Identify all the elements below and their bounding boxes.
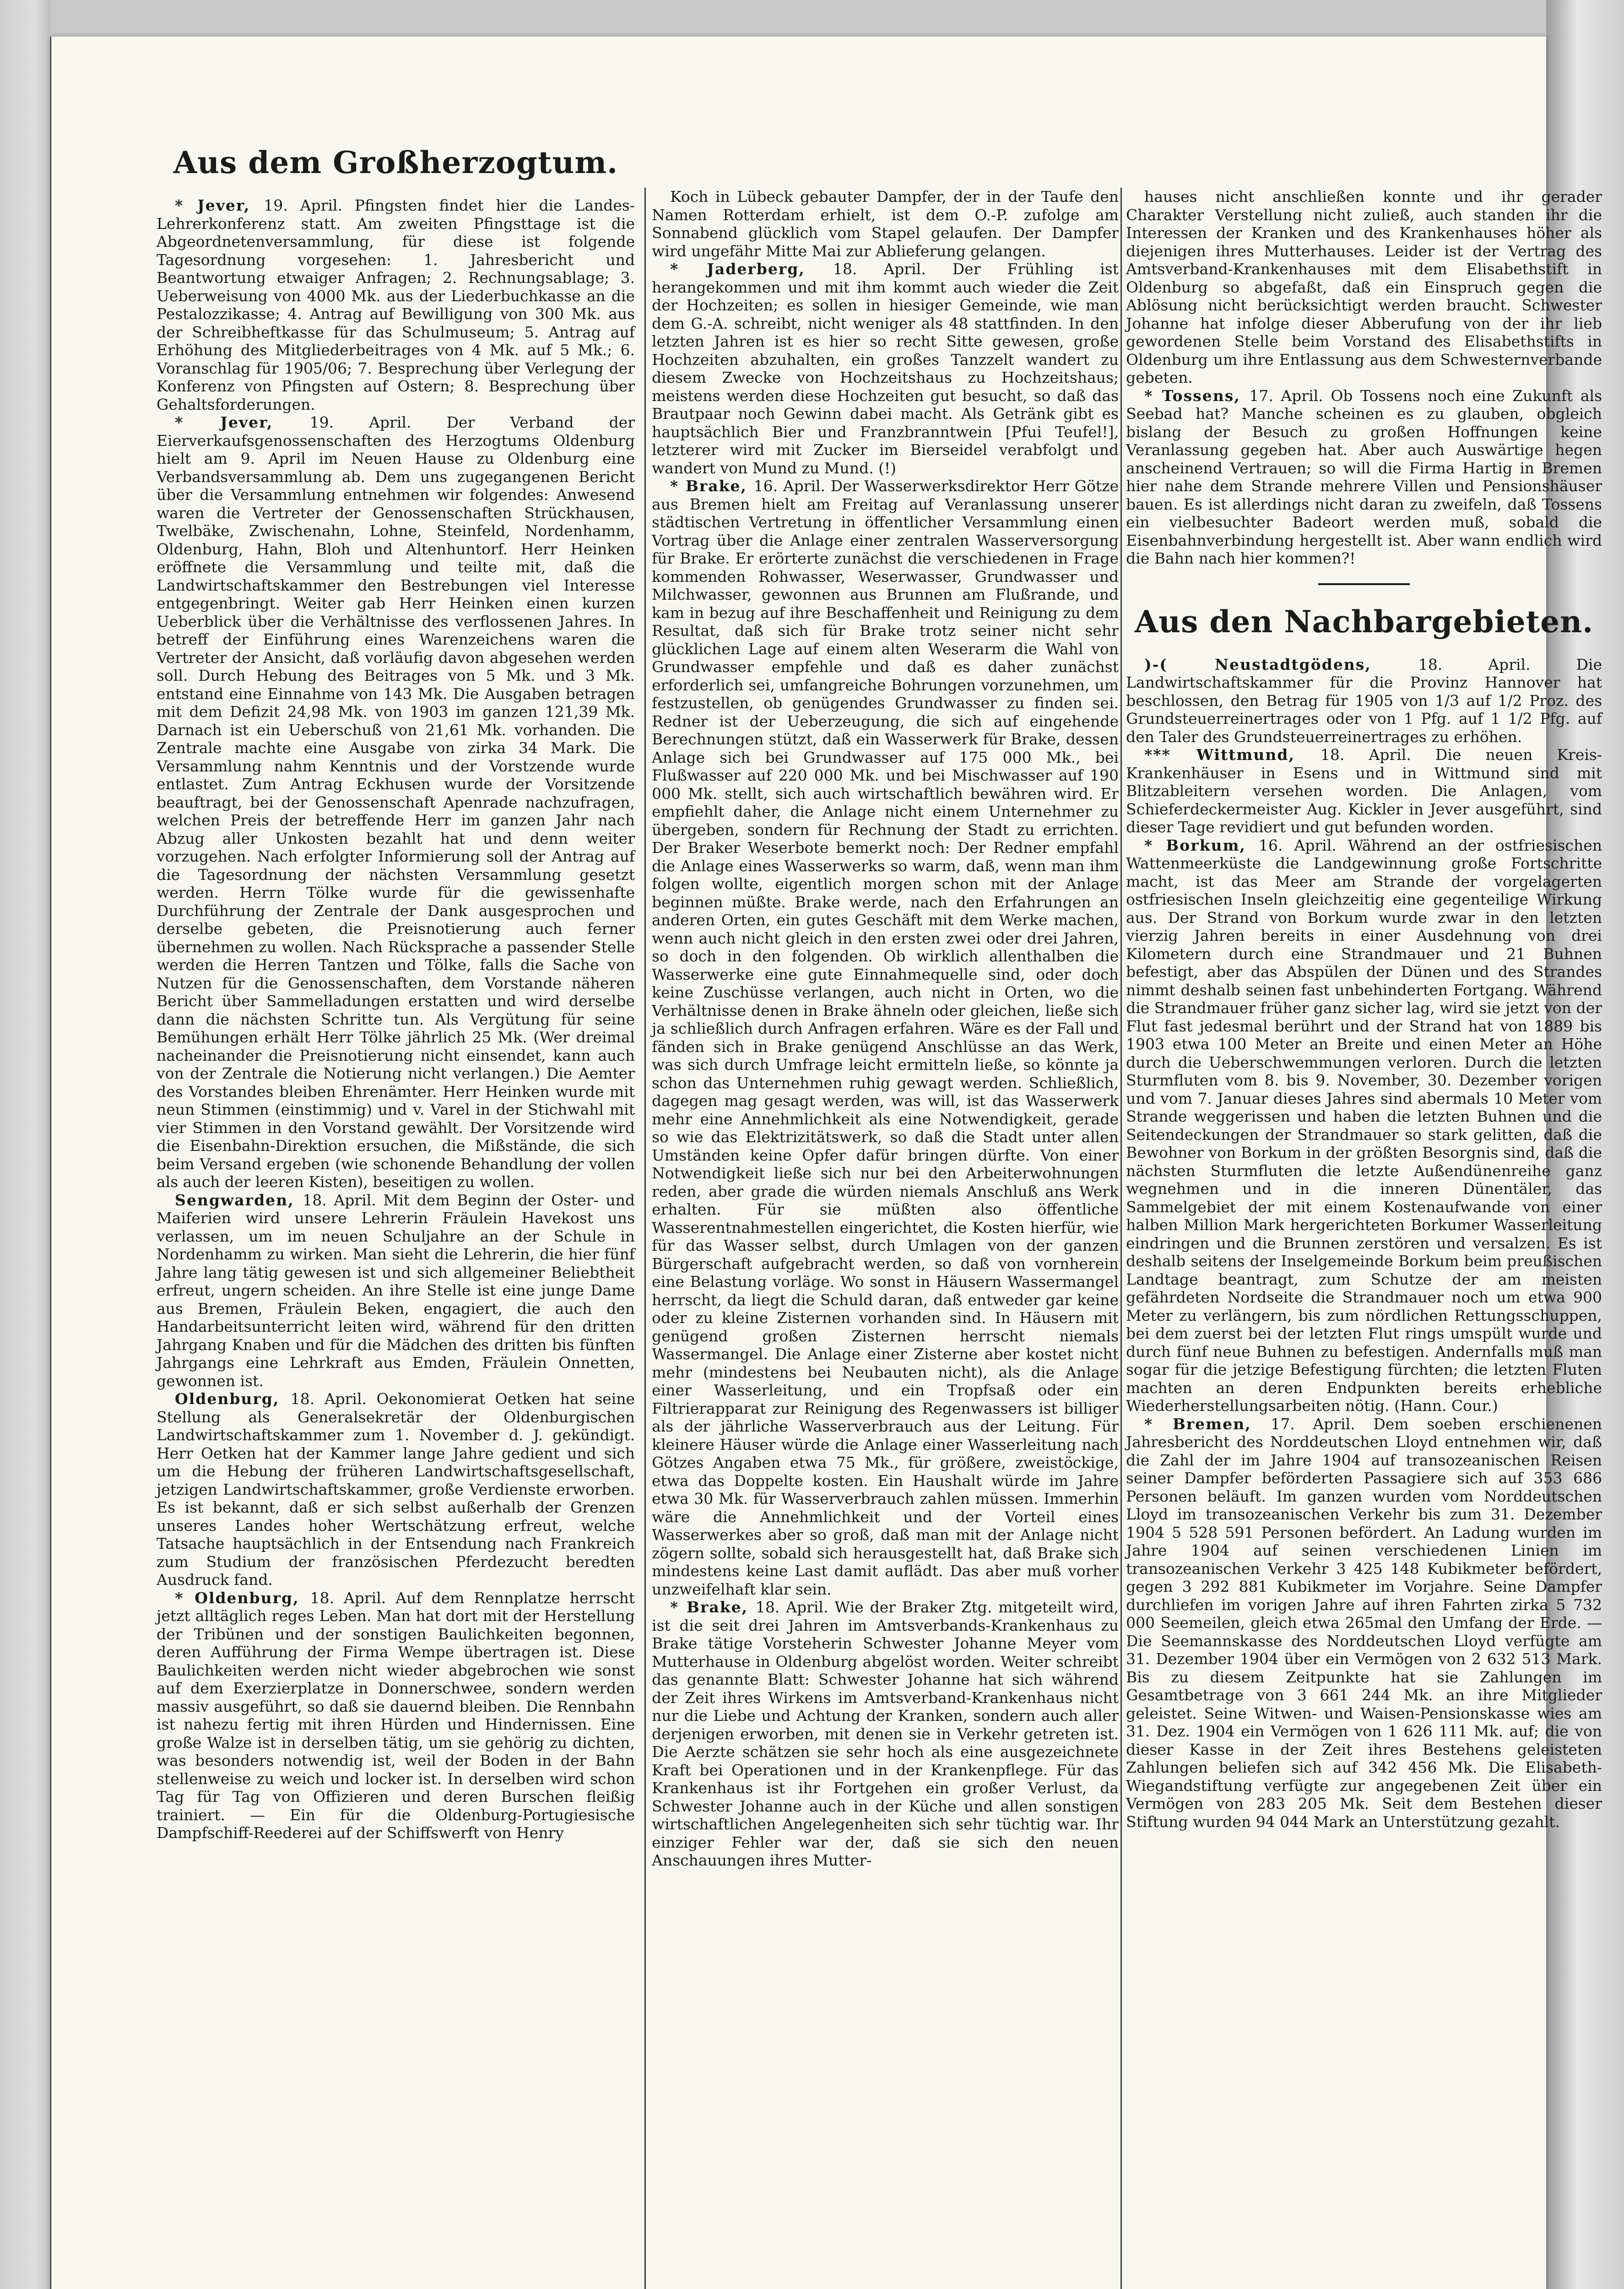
article-text: 18. April. Auf dem Rennplatze herrscht jetzt alltäglich reges Leben. Man hat dort mit der Herstellung der Tribünen und der sonstigen Baulichkeiten begonnen, deren Aufführung der Firma Wempe übertragen ist. Diese Baulichkeiten werden nicht wieder abgebrochen wie sonst auf dem Exerzierplatze in Donnerschwee, sondern werden massiv ausgeführt, so daß sie dauernd bleiben. Die Rennbahn ist nahezu fertig mit ihren Hürden und Hindernissen. Eine große Walze ist in derselben tätig, um sie gehörig zu dichten, was besonders notwendig ist, weil der Boden in der Bahn stellenweise zu weich und locker ist. In derselben wird schon Tag für Tag von Offizieren und deren Burschen fleißig trainiert. — Ein für die Oldenburg-Portugiesische Dampfschiff-Reederei auf der Schiffswerft von Henry [157,1589,635,1842]
article-dateline: * Jever, [175,413,310,431]
article-dateline: * Jever, [175,196,264,214]
article-paragraph [1126,656,1602,746]
article-dateline: Sengwarden, [175,1191,303,1209]
scan-border-left [0,0,50,2289]
article-paragraph [1126,188,1602,387]
scan-border-top [0,0,1624,37]
article-paragraph [157,1589,635,1842]
section-title: Aus dem Großherzogtum. [173,145,618,180]
article-list [1126,188,1602,568]
article-dateline: * Brake, [670,1598,756,1616]
article-dateline: * Tossens, [1144,386,1250,405]
article-text: 16. April. Während an der ostfriesischen Wattenmeerküste die Landgewinnung große Fortschritte macht, ist das Meer am Strande der vorgelagerten ostfriesischen Inseln gleichzeitig eine gegenteilige Wirkung aus. Der Strand von Borkum wurde zwar in den letzten vierzig Jahren bereits in einer Ausdehnung von drei Kilometern durch eine Strandmauer und 21 Buhnen befestigt, aber das Abspülen der Dünen und des Strandes nimmt deshalb seinen fast unbehinderten Fortgang. Während die Strandmauer früher ganz sicher lag, wird sie jetzt von der Flut fast jedesmal berührt und der Strand hat von 1889 bis 1903 etwa 100 Meter an Breite und einen Meter an Höhe durch die Ueberschwemmungen verloren. Durch die letzten Sturmfluten vom 8. bis 9. November, 30. Dezember vorigen und vom 7. Januar dieses Jahres sind abermals 10 Meter vom Strande weggerissen und haben die letzten Buhnen und die Seitendeckungen der Strandmauer so stark gelitten, daß die Bewohner von Borkum in der größten Besorgnis sind, daß die nächsten Sturmfluten die letzte Außendünenreihe ganz wegnehmen und in die inneren Dünentäler, das Sammelgebiet der mit einem Kostenaufwande von einer halben Million Mark hergerichteten Borkumer Wasserleitung eindringen und die Brunnen zerstören und versalzen. Es ist deshalb seitens der Inselgemeinde Borkum beim preußischen Landtage beantragt, zum Schutze der am meisten gefährdeten Nordseite die Strandmauer noch um etwa 900 Meter zu verlängern, bis zum nördlichen Rettungsschuppen, bei dem zuerst bei der letzten Flut rings umspült wurde und durch fünf neue Buhnen zu befestigen. Andernfalls muß man sogar für die jetzige Befestigung fürchten; die letzten Fluten machten an deren Endpunkten bereits erhebliche Wiederherstellungsarbeiten nötig. (Hann. Cour.) [1126,836,1602,1415]
article-paragraph [157,1390,635,1589]
article-text: 17. April. Dem soeben erschienenen Jahresbericht des Norddeutschen Lloyd entnehmen wir, daß die Zahl der im Jahre 1904 auf transozeanischen Reisen seiner Dampfer beförderten Passagiere sich auf 353 686 Personen beläuft. Im ganzen wurden vom Norddeutschen Lloyd im transozeanischen Verkehr bis zum 31. Dezember 1904 5 528 591 Personen befördert. An Ladung wurden im Jahre 1904 auf seinen verschiedenen Linien im transozeanischen Verkehr 3 425 148 Kubikmeter befördert, gegen 3 292 881 Kubikmeter im Vorjahre. Seine Dampfer durchliefen im vorigen Jahre auf ihren Fahrten zirka 5 732 000 Seemeilen, gleich etwa 265mal den Umfang der Erde. — Die Seemannskasse des Norddeutschen Lloyd verfügte am 31. Dezember 1904 über ein Vermögen von 2 632 513 Mark. Bis zu diesem Zeitpunkte hat sie Zahlungen im Gesamtbetrage von 3 661 244 Mk. an ihre Mitglieder geleistet. Seine Witwen- und Waisen-Pensionskasse wies am 31. Dez. 1904 ein Vermögen von 1 626 111 Mk. auf; die von dieser Kasse in der Zeit ihres Bestehens geleisteten Zahlungen beliefen sich auf 342 456 Mk. Die Elisabeth-Wiegandstiftung verfügte zur angegebenen Zeit über ein Vermögen von 283 205 Mk. Seit dem Bestehen dieser Stiftung wurden 94 044 Mark an Unterstützung gezahlt. [1126,1415,1602,1831]
article-paragraph [652,188,1119,260]
article-paragraph [157,413,635,1191]
newspaper-page [51,37,1602,2289]
article-dateline: * Bremen, [1144,1415,1271,1433]
article-list [652,188,1119,1870]
article-list [157,196,635,1842]
article-paragraph [157,196,635,413]
article-text: 18. April. Die Landwirtschaftskammer für die Provinz Hannover hat beschlossen, den Betrag für 1905 von 1/3 auf 1/2 Proz. des Grundsteuerreinertrages oder von 1 Pfg. auf 1 1/2 Pfg. auf den Taler des Grundsteuerreinertrages zu erhöhen. [1126,655,1602,746]
article-text: 19. April. Pfingsten findet hier die Landes-Lehrerkonferenz statt. Am zweiten Pfingsttage ist die Abgeordnetenversammlung, für diese ist folgende Tagesordnung vorgesehen: 1. Jahresbericht und Beantwortung etwaiger Anfragen; 2. Rechnungsablage; 3. Ueberweisung von 4000 Mk. aus der Liederbuchkasse an die Pestalozzikasse; 4. Antrag auf Bewilligung von 300 Mk. aus der Schreibheftkasse für das Schulmuseum; 5. Antrag auf Erhöhung des Mitgliederbeitrages von 4 Mk. auf 5 Mk.; 6. Voranschlag für 1905/06; 7. Besprechung über Verlegung der Konferenz von Pfingsten auf Ostern; 8. Besprechung über Gehaltsforderungen. [157,196,635,413]
article-paragraph [1126,1415,1602,1831]
article-paragraph [652,477,1119,1598]
article-paragraph [1126,836,1602,1415]
article-text: 19. April. Der Verband der Eierverkaufsgenossenschaften des Herzogtums Oldenburg hielt am 9. April im Neuen Hause zu Oldenburg eine Verbandsversammlung ab. Dem uns zugegangenen Bericht über die Versammlung entnehmen wir folgendes: Anwesend waren die Vertreter der Genossenschaften Strückhausen, Twelbäke, Zwischenahn, Lohne, Steinfeld, Nordenhamm, Oldenburg, Hahn, Bloh und Altenhuntorf. Herr Heinken eröffnete die Versammlung und teilte mit, daß die Landwirtschaftskammer den Bestrebungen viel Interesse entgegenbringt. Weiter gab Herr Heinken einen kurzen Ueberblick über die Verhältnisse des verflossenen Jahres. In betreff der Einführung eines Warenzeichens waren die Vertreter der Ansicht, daß vorläufig davon abgesehen werden soll. Durch Hebung des Beitrages von 5 Mk. und 3 Mk. entstand eine Einnahme von 143 Mk. Die Ausgaben betragen mit dem Defizit 24,98 Mk. von 1903 im ganzen 121,39 Mk. Darnach ist ein Ueberschuß von 21,61 Mk. vorhanden. Die Zentrale machte eine Ausgabe von zirka 34 Mark. Die Versammlung nahm Kenntnis und der Vorstzende wurde entlastet. Zum Antrag Eckhusen wurde der Vorsitzende beauftragt, bei der Genossenschaft Apenrade nachzufragen, welchen Preis der betreffende Herr im ganzen Jahr nach Abzug aller Unkosten bezahlt hat und denn weiter vorzugehen. Nach erfolgter Informierung soll der Antrag auf die Tagesordnung der nächsten Versammlung gesetzt werden. Herrn Tölke wurde für die gewissenhafte Durchführung der Zentrale der Dank ausgesprochen und derselbe gebeten, die Preisnotierung auch ferner übernehmen zu wollen. Nach Rücksprache a passender Stelle werden die Herren Tantzen und Tölke, falls die Sache von Nutzen für die Genossenschaften, dem Vorstande näheren Bericht über Sammelladungen erstatten und wird derselbe dann die nächsten Schritte tun. Als Vergütung für seine Bemühungen erhält Herr Tölke jährlich 25 Mk. (Wer dreimal nacheinander die Preisnotierung nicht einsendet, kann auch von der Zentrale die Notierung nicht verlangen.) Die Aemter des Vorstandes bleiben Ehrenämter. Herr Heinken wurde mit neun Stimmen (einstimmig) und v. Varel in der Stichwahl mit vier Stimmen in den Vorstand gewählt. Der Vorsitzende wird die Eisenbahn-Direktion ersuchen, die Mißstände, die sich beim Versand ergeben (wie schonende Behandlung der vollen als auch der leeren Kisten), beseitigen zu wollen. [157,413,635,1191]
article-text: 17. April. Ob Tossens noch eine Zukunft als Seebad hat? Manche scheinen es zu glauben, obgleich bislang der Besuch zu großen Hoffnungen keine Veranlassung gegeben hat. Aber auch Auswärtige hegen anscheinend Vertrauen; so will die Firma Hartig in Bremen hier nahe dem Strande mehrere Villen und Pensionshäuser bauen. Es ist allerdings nicht daran zu zweifeln, daß Tossens ein vielbesuchter Badeort werden muß, sobald die Eisenbahnverbindung hergestellt ist. Aber wann endlich wird die Bahn nach hier kommen?! [1126,386,1602,567]
article-dateline: Oldenburg, [175,1390,291,1408]
column-1 [157,144,635,1842]
column-rule [644,188,646,2289]
article-paragraph [1126,387,1602,568]
article-text: 18. April. Der Frühling ist herangekommen und mit ihm kommt auch wieder die Zeit der Hochzeiten; es sollen in hiesiger Gemeinde, wie man dem G.-A. schreibt, nicht weniger als 48 stattfinden. In den letzten Jahren ist es hier so recht Sitte gewesen, große Hochzeiten abzuhalten, ein großes Tanzzelt wandert zu diesem Zwecke von Hochzeitshaus zu Hochzeitshaus; meistens werden diese Hochzeiten gut besucht, so daß das Brautpaar noch Gewinn dabei macht. Als Getränk gibt es hauptsächlich Bier und Franzbranntwein [Pfui Teufel!], letzterer wird mit Zucker im Bierseidel verabfolgt und wandert von Mund zu Mund. (!) [652,260,1119,477]
article-text: hauses nicht anschließen konnte und ihr gerader Charakter Verstellung nicht zuließ, auch standen ihr die Interessen der Kranken und des Krankenhauses höher als diejenigen ihres Mutterhauses. Leider ist der Vertrag des Amtsverband-Krankenhauses mit dem Elisabethstift in Oldenburg so abgefaßt, daß ein Einspruch gegen die Ablösung nicht berücksichtigt werden braucht. Schwester Johanne hat infolge dieser Abberufung von der ihr lieb gewordenen Stelle beim Vorstand des Elisabethstifts in Oldenburg um ihre Entlassung aus dem Schwesternverbande gebeten. [1126,188,1602,386]
article-paragraph [1126,746,1602,836]
article-paragraph [652,1598,1119,1870]
article-text: 18. April. Mit dem Beginn der Oster- und Maiferien wird unsere Lehrerin Fräulein Havekost uns verlassen, um im neuen Schuljahre an der Schule in Nordenhamm zu wirken. Man sieht die Lehrerin, die hier fünf Jahre lang tätig gewesen ist und sich allgemeiner Beliebtheit erfreut, ungern scheiden. An ihre Stelle ist eine junge Dame aus Bremen, Fräulein Beken, engagiert, die auch den Handarbeitsunterricht leiten wird, während für den dritten Jahrgang Knaben und für die Mädchen des dritten bis fünften Jahrgangs eine Lehrkraft aus Emden, Fräulein Onnetten, gewonnen ist. [157,1191,635,1390]
article-dateline: * Brake, [670,477,754,495]
article-text: Koch in Lübeck gebauter Dampfer, der in der Taufe den Namen Rotterdam erhielt, ist dem O.-P. zufolge am Sonnabend glücklich vom Stapel gelaufen. Der Dampfer wird ungefähr Mitte Mai zur Ablieferung gelangen. [652,188,1119,260]
article-dateline: * Jaderberg, [670,260,833,278]
section-divider [1318,583,1410,585]
article-text: 16. April. Der Wasserwerksdirektor Herr Götze aus Bremen hielt am Freitag auf Veranlassung unserer städtischen Vertretung in öffentlicher Versammlung einen Vortrag über die Anlage einer zentralen Wasserversorgung für Brake. Er erörterte zunächst die verschiedenen in Frage kommenden Rohwasser, Weserwasser, Grundwasser und Milchwasser, gewonnen aus Brunnen am Flußrande, und kam in bezug auf ihre Beschaffenheit und Reinigung zu dem Resultat, daß sich für Brake trotz seiner nicht sehr glücklichen Lage auf einem alten Weserarm die Wahl von Grundwasser empfehle und daß es daher zunächst erforderlich sei, umfangreiche Bohrungen vorzunehmen, um festzustellen, ob genügendes Grundwasser zu finden sei. Redner ist der Ueberzeugung, die sich auf eingehende Berechnungen stützt, daß ein Wasserwerk für Brake, dessen Anlage sich bei Grundwasser auf 175 000 Mk., bei Flußwasser auf 220 000 Mk. und bei Mischwasser auf 190 000 Mk. stellt, sich auch wirtschaftlich bewähren wird. Er empfiehlt daher, die Anlage nicht einem Unternehmer zu übergeben, sondern für Rechnung der Stadt zu errichten. Der Braker Weserbote bemerkt noch: Der Redner empfahl die Anlage eines Wasserwerks so warm, daß, wenn man ihm folgen wollte, eigentlich morgen schon mit der Anlage beginnen müßte. Brake werde, nach den Erfahrungen an anderen Orten, ein gutes Geschäft mit dem Werke machen, wenn auch nicht gleich in den ersten zwei oder drei Jahren, so doch in den folgenden. Ob wirklich allenthalben die Wasserwerke eine gute Einnahmequelle sind, oder doch keine Zuschüsse verlangen, auch nicht in Orten, wo die Verhältnisse denen in Brake ähneln oder gleichen, ließe sich ja schließlich durch Anfragen erfahren. Wäre es der Fall und fänden sich in Brake genügend Anschlüsse an das Werk, was sich durch Umfrage leicht ermitteln ließe, so könnte ja schon das Unternehmen ruhig gewagt werden. Schließlich, dagegen mag gesagt werden, was will, ist das Wasserwerk mehr eine Annehmlichkeit als eine Notwendigkeit, gerade so wie das Elektrizitätswerk, so daß die Stadt unter allen Umständen keine Opfer dafür bringen dürfte. Von einer Notwendigkeit ließe sich nur bei den Arbeiterwohnungen reden, aber grade die würden niemals Anschluß ans Werk erhalten. Für sie müßten also öffentliche Wasserentnahmestellen eingerichtet, die Kosten hierfür, wie für das Wasser selbst, durch Umlagen von der ganzen Bürgerschaft aufgebracht werden, so daß von vornherein eine Belastung vorläge. Wo sonst in Häusern Wassermangel herrscht, da liegt die Schuld daran, daß entweder gar keine oder zu kleine Zisternen vorhanden sind. In Häusern mit genügend großen Zisternen herrscht niemals Wassermangel. Die Anlage einer Zisterne aber kostet nicht mehr (mindestens bei Neubauten nicht), als die Anlage einer Wasserleitung, und ein Tropfsaß oder ein Filtrierapparat zur Reinigung des Regenwassers ist billiger als der jährliche Wasserverbrauch aus der Leitung. Für kleinere Häuser würde die Anlage einer Wasserleitung nach Götzes Angaben etwa 75 Mk., für größere, zweistöckige, etwa das Doppelte kosten. Ein Haushalt würde im Jahre etwa 30 Mk. für Wasserverbrauch zahlen müssen. Immerhin wäre die Annehmlichkeit und der Vorteil eines Wasserwerkes aber so groß, daß man mit der Anlage nicht zögern sollte, sobald sich herausgestellt hat, daß Brake sich mindestens keine Last damit auflädt. Das aber muß vorher unzweifelhaft klar sein. [652,477,1119,1598]
column-rule [1121,188,1122,2289]
article-dateline: *** Wittmund, [1144,746,1321,764]
article-paragraph [652,260,1119,477]
article-list [1126,656,1602,1831]
column-3 [1126,188,1602,1831]
article-dateline: )-( Neustadtgödens, [1144,655,1418,673]
article-text: 18. April. Oekonomierat Oetken hat seine Stellung als Generalsekretär der Oldenburgischen Landwirtschaftskammer zum 1. November d. J. gekündigt. Herr Oetken hat der Kammer lange Jahre gedient und sich um die Hebung der früheren Landwirtschaftsgesellschaft, jetzigen Landwirtschaftskammer, große Verdienste erworben. Es ist bekannt, daß er sich selbst außerhalb der Grenzen unseres Landes hoher Wertschätzung erfreut, welche Tatsache hauptsächlich in der Entsendung nach Frankreich zum Studium der französischen Pferdezucht beredten Ausdruck fand. [157,1390,635,1589]
article-text: 18. April. Die neuen Kreis-Krankenhäuser in Esens und in Wittmund sind mit Blitzableitern versehen worden. Die Anlagen, vom Schieferdeckermeister Aug. Kickler in Jever ausgeführt, sind dieser Tage revidiert und gut befunden worden. [1126,746,1602,836]
article-text: 18. April. Wie der Braker Ztg. mitgeteilt wird, ist die seit drei Jahren im Amtsverbands-Krankenhaus zu Brake tätige Vorsteherin Schwester Johanne Meyer vom Mutterhause in Oldenburg abgelöst worden. Weiter schreibt das genannte Blatt: Schwester Johanne hat sich während der Zeit ihres Wirkens im Amtsverband-Krankenhaus nicht nur die Liebe und Achtung der Kranken, sondern auch aller derjenigen erworben, mit denen sie in Verkehr getreten ist. Die Aerzte schätzen sie sehr hoch als eine ausgezeichnete Kraft bei Operationen und in der Krankenpflege. Für das Krankenhaus ist ihr Fortgehen ein großer Verlust, da Schwester Johanne auch in der Küche und allen sonstigen wirtschaftlichen Angelegenheiten sich sehr tüchtig war. Ihr einziger Fehler war der, daß sie sich den neuen Anschauungen ihres Mutter- [652,1598,1119,1869]
column-2 [652,188,1119,1870]
article-dateline: * Borkum, [1144,836,1259,854]
article-paragraph [157,1191,635,1390]
article-dateline: * Oldenburg, [175,1589,310,1607]
section-title: Aus den Nachbargebieten. [1134,603,1594,640]
